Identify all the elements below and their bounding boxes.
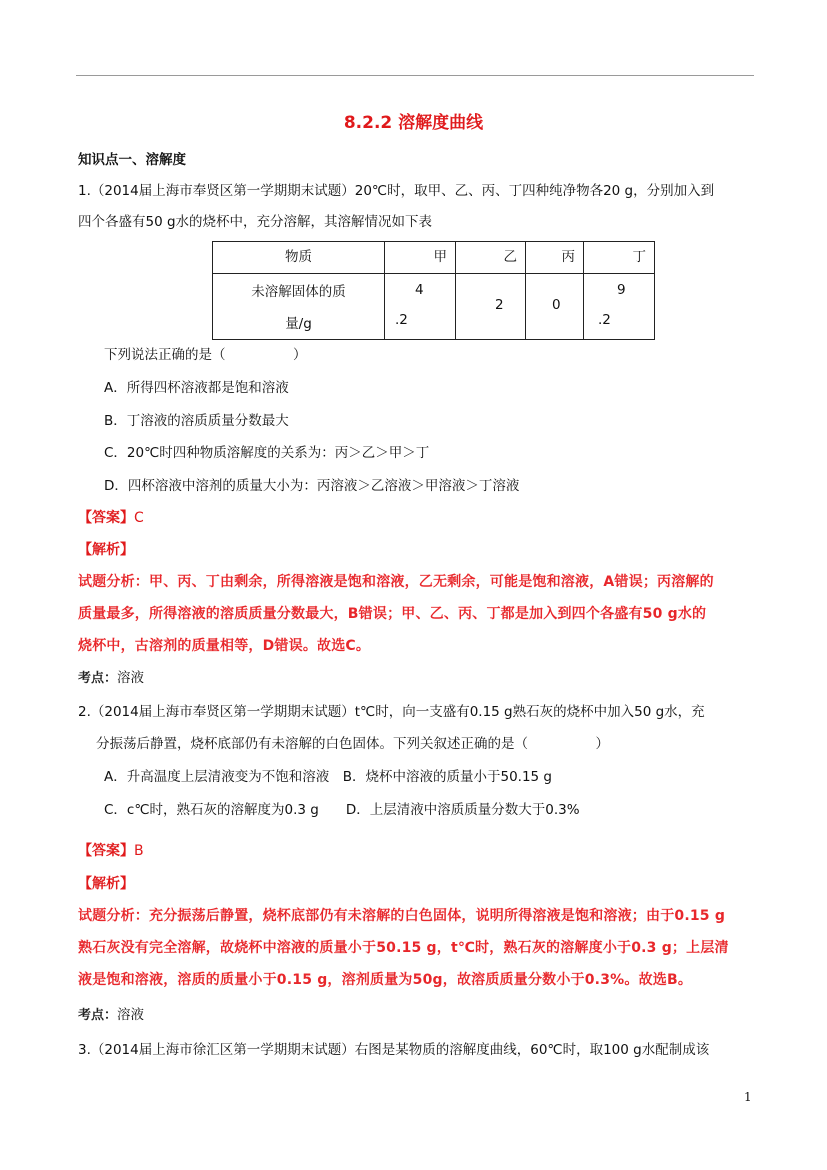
q1-analysis-label: 【解析】 — [78, 542, 134, 558]
table-header-yi: 乙 — [456, 242, 526, 274]
cell-yi — [456, 274, 526, 340]
header-rule — [76, 75, 754, 76]
table-header-bing: 丙 — [526, 242, 584, 274]
cell-yi-value: 2 — [495, 297, 504, 313]
kaodian-label: 考点： — [78, 671, 118, 686]
q2-options-line2: C．c℃时，熟石灰的溶解度为0.3 g D．上层清液中溶质质量分数大于0.3% — [104, 802, 580, 818]
cell-bing-value: 0 — [552, 297, 561, 313]
q1-analysis-line2: 质量最多，所得溶液的溶质质量分数最大，B错误；甲、乙、丙、丁都是加入到四个各盛有50 g水的 — [78, 606, 707, 622]
q1-solubility-table — [212, 241, 655, 340]
q1-option-d: D．四杯溶液中溶剂的质量大小为：丙溶液＞乙溶液＞甲溶液＞丁溶液 — [104, 478, 520, 494]
answer-label: 【答案】 — [78, 510, 134, 526]
section-heading: 知识点一、溶解度 — [78, 152, 186, 168]
q1-answer — [78, 508, 144, 528]
table-row-label — [213, 274, 385, 340]
cell-ding-bottom: .2 — [598, 312, 611, 328]
table-header-ding: 丁 — [584, 242, 655, 274]
cell-ding-top: 9 — [617, 282, 626, 298]
cell-jia-top: 4 — [415, 282, 424, 298]
table-header-jia: 甲 — [385, 242, 456, 274]
q2-analysis-line3: 液是饱和溶液，溶质的质量小于0.15 g，溶剂质量为50g，故溶质质量分数小于0.3%。故选B。 — [78, 972, 693, 988]
q2-analysis-line2: 熟石灰没有完全溶解，故烧杯中溶液的质量小于50.15 g，t℃时，熟石灰的溶解度小于0.3 g；上层清 — [78, 940, 729, 956]
answer-value: B — [134, 843, 144, 859]
cell-jia — [385, 274, 456, 340]
answer-value: C — [134, 510, 144, 526]
q1-option-b: B．丁溶液的溶质质量分数最大 — [104, 413, 289, 429]
q2-kaodian — [78, 1005, 144, 1026]
q1-stem-line2: 四个各盛有50 g水的烧杯中，充分溶解，其溶解情况如下表 — [78, 214, 433, 230]
q2-analysis-label: 【解析】 — [78, 876, 134, 892]
kaodian-label: 考点： — [78, 1008, 118, 1023]
table-row — [213, 274, 655, 340]
q2-stem-line2: 分振荡后静置，烧杯底部仍有未溶解的白色固体。下列关叙述正确的是（ ） — [96, 736, 609, 752]
kaodian-value: 溶液 — [117, 670, 145, 686]
answer-label: 【答案】 — [78, 843, 134, 859]
q3-stem-line1: 3.（2014届上海市徐汇区第一学期期末试题）右图是某物质的溶解度曲线，60℃时，取100 g水配制成该 — [78, 1042, 710, 1058]
q2-answer — [78, 841, 144, 861]
cell-bing — [526, 274, 584, 340]
q2-analysis-line1: 试题分析：充分振荡后静置，烧杯底部仍有未溶解的白色固体，说明所得溶液是饱和溶液；由于0.15 g — [78, 908, 726, 924]
q1-option-c: C．20℃时四种物质溶解度的关系为：丙＞乙＞甲＞丁 — [104, 445, 430, 461]
q2-stem-line1: 2.（2014届上海市奉贤区第一学期期末试题）t℃时，向一支盛有0.15 g熟石灰的烧杯中加入50 g水，充 — [78, 704, 705, 720]
page-title: 8.2.2 溶解度曲线 — [343, 113, 484, 133]
q2-options-line1: A．升高温度上层清液变为不饱和溶液 B．烧杯中溶液的质量小于50.15 g — [104, 769, 553, 785]
table-header-substance: 物质 — [213, 242, 385, 274]
q1-option-a: A．所得四杯溶液都是饱和溶液 — [104, 380, 289, 396]
q1-prompt: 下列说法正确的是（ ） — [104, 347, 307, 363]
q1-kaodian — [78, 668, 144, 689]
cell-jia-bottom: .2 — [395, 312, 408, 328]
row-label-line2: 量/g — [285, 316, 312, 332]
cell-ding — [584, 274, 655, 340]
q1-analysis-line1: 试题分析：甲、丙、丁由剩余，所得溶液是饱和溶液，乙无剩余，可能是饱和溶液，A错误；丙溶解的 — [78, 574, 714, 590]
page-number: 1 — [744, 1090, 752, 1104]
q1-analysis-line3: 烧杯中，古溶剂的质量相等，D错误。故选C。 — [78, 638, 371, 654]
row-label-line1: 未溶解固体的质 — [251, 284, 346, 300]
kaodian-value: 溶液 — [117, 1007, 145, 1023]
q1-stem-line1: 1.（2014届上海市奉贤区第一学期期末试题）20℃时，取甲、乙、丙、丁四种纯净物各20 g，分别加入到 — [78, 183, 715, 199]
